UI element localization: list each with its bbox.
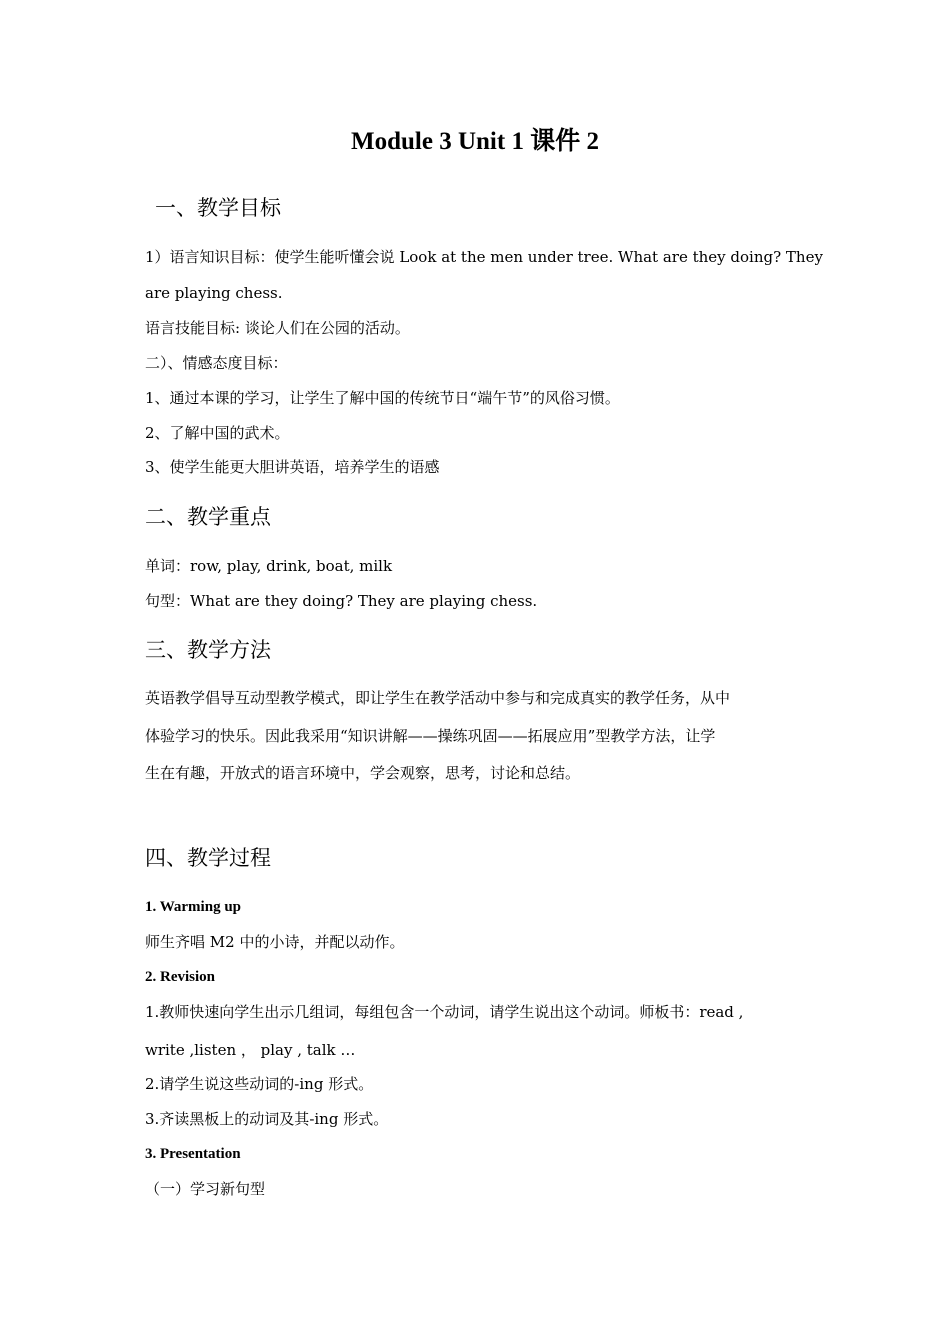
key-sentence-line: 句型：What are they doing? They are playing chess. <box>145 592 538 610</box>
skill-objective-line: 语言技能目标: 谈论人们在公园的活动。 <box>145 319 410 337</box>
revision-line-1: 1.教师快速向学生出示几组词，每组包含一个动词，请学生说出这个动词。师板书：read , <box>145 1003 744 1021</box>
key-words-line: 单词：row, play, drink, boat, milk <box>145 557 393 575</box>
section-heading-methods: 三、教学方法 <box>145 638 271 662</box>
methods-line-2: 体验学习的快乐。因此我采用“知识讲解——操练巩固——拓展应用”型教学方法，让学 <box>145 727 716 745</box>
presentation-heading: 3. Presentation <box>145 1146 241 1162</box>
document-title: Module 3 Unit 1 课件 2 <box>351 128 599 155</box>
methods-line-1: 英语教学倡导互动型教学模式，即让学生在教学活动中参与和完成真实的教学任务，从中 <box>145 689 731 707</box>
presentation-subheading: （一）学习新句型 <box>145 1180 266 1198</box>
warming-up-line: 师生齐唱 M2 中的小诗，并配以动作。 <box>145 933 405 951</box>
section-heading-objectives: 一、教学目标 <box>155 196 281 220</box>
warming-up-heading: 1. Warming up <box>145 899 241 915</box>
emotion-objective-3: 3、使学生能更大胆讲英语，培养学生的语感 <box>145 458 440 476</box>
emotion-objective-1: 1、通过本课的学习，让学生了解中国的传统节日“端午节”的风俗习惯。 <box>145 389 620 407</box>
revision-heading: 2. Revision <box>145 969 216 985</box>
revision-line-3: 2.请学生说这些动词的-ing 形式。 <box>145 1075 374 1093</box>
objective-line-2: are playing chess. <box>145 284 283 302</box>
section-heading-key-points: 二、教学重点 <box>145 505 271 529</box>
revision-line-4: 3.齐读黑板上的动词及其-ing 形式。 <box>145 1110 389 1128</box>
emotion-objective-2: 2、了解中国的武术。 <box>145 424 290 442</box>
objective-line-1: 1）语言知识目标：使学生能听懂会说 Look at the men under tree. What are they doing? They <box>145 248 823 266</box>
section-heading-process: 四、教学过程 <box>145 846 271 870</box>
revision-line-2: write ,listen ， play , talk … <box>145 1041 356 1059</box>
emotion-objective-heading: 二）、情感态度目标： <box>145 354 288 372</box>
methods-line-3: 生在有趣，开放式的语言环境中，学会观察，思考，讨论和总结。 <box>145 764 581 782</box>
